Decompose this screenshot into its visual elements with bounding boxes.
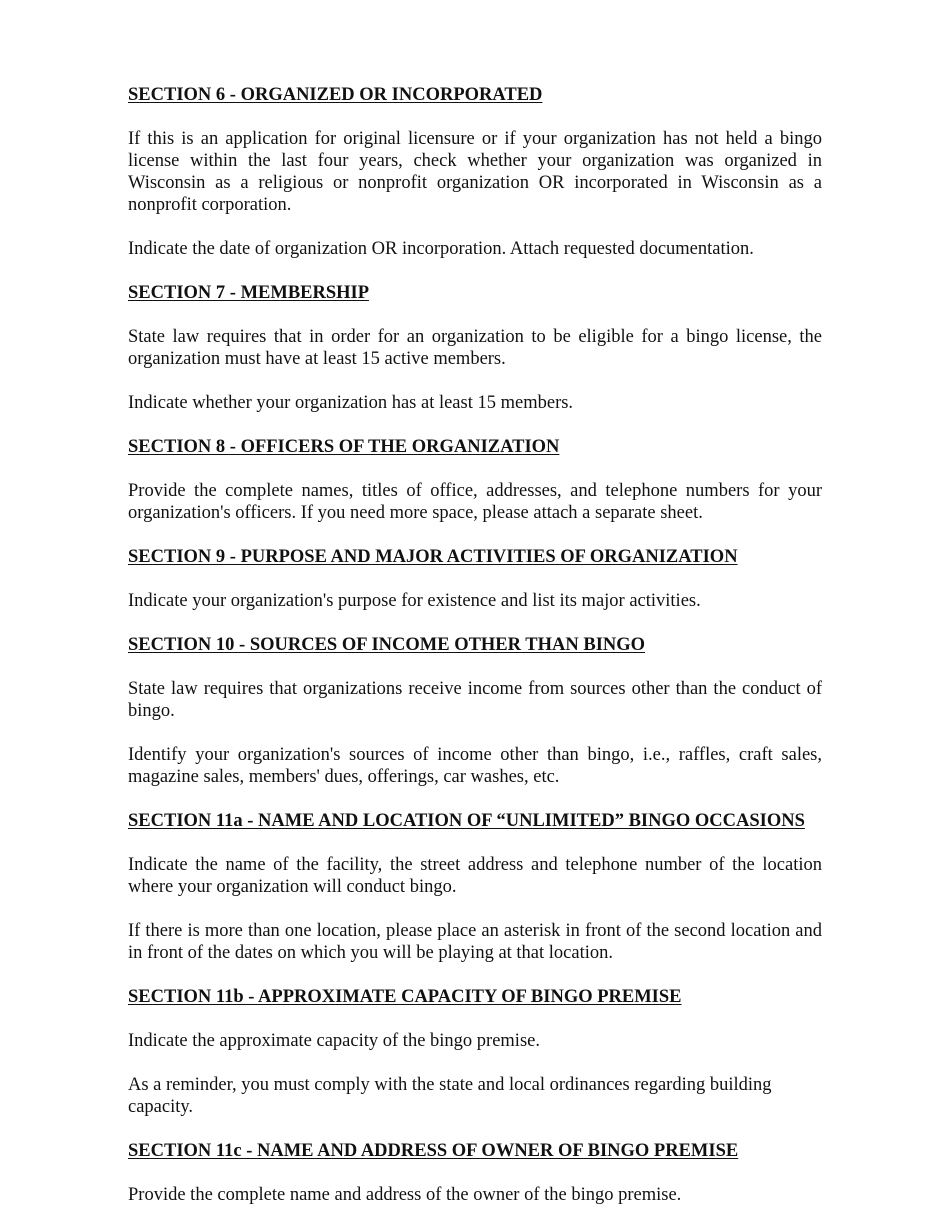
section-11c (128, 1140, 822, 1206)
section-paragraph: Provide the complete name and address of the owner of the bingo premise. (128, 1185, 682, 1205)
section-heading: SECTION 11b - APPROXIMATE CAPACITY OF BINGO PREMISE (128, 987, 682, 1007)
section-8 (128, 436, 822, 524)
section-heading: SECTION 11a - NAME AND LOCATION OF “UNLIMITED” BINGO OCCASIONS (128, 811, 805, 831)
section-9 (128, 546, 822, 612)
section-heading: SECTION 6 - ORGANIZED OR INCORPORATED (128, 85, 543, 105)
section-11a (128, 810, 822, 964)
section-paragraph: State law requires that in order for an organization to be eligible for a bingo license, the organization must have at least 15 active members. (128, 327, 822, 369)
section-paragraph: Indicate the date of organization OR incorporation. Attach requested documentation. (128, 239, 754, 259)
section-paragraph: Indicate your organization's purpose for existence and list its major activities. (128, 591, 701, 611)
section-paragraph: If there is more than one location, please place an asterisk in front of the second location and in front of the dates on which you will be playing at that location. (128, 921, 822, 963)
section-paragraph: As a reminder, you must comply with the state and local ordinances regarding building capacity. (128, 1075, 772, 1117)
section-paragraph: State law requires that organizations receive income from sources other than the conduct of bingo. (128, 679, 822, 721)
section-7 (128, 282, 822, 414)
section-heading: SECTION 11c - NAME AND ADDRESS OF OWNER OF BINGO PREMISE (128, 1141, 739, 1161)
section-6 (128, 84, 822, 260)
section-heading: SECTION 9 - PURPOSE AND MAJOR ACTIVITIES OF ORGANIZATION (128, 547, 738, 567)
section-heading: SECTION 8 - OFFICERS OF THE ORGANIZATION (128, 437, 560, 457)
section-11b (128, 986, 822, 1118)
section-paragraph: Indicate whether your organization has at least 15 members. (128, 393, 574, 413)
section-paragraph: Identify your organization's sources of income other than bingo, i.e., raffles, craft sales, magazine sales, members' dues, offerings, car washes, etc. (128, 745, 822, 787)
section-10 (128, 634, 822, 788)
section-paragraph: Indicate the approximate capacity of the bingo premise. (128, 1031, 540, 1051)
section-heading: SECTION 10 - SOURCES OF INCOME OTHER THAN BINGO (128, 635, 646, 655)
section-paragraph: Provide the complete names, titles of office, addresses, and telephone numbers for your organization's officers. If you need more space, please attach a separate sheet. (128, 481, 822, 523)
section-paragraph: If this is an application for original licensure or if your organization has not held a bingo license within the last four years, check whether your organization was organized in Wisconsin as a religious or nonprofit organization OR incorporated in Wisconsin as a nonprofit corporation. (128, 129, 822, 215)
section-heading: SECTION 7 - MEMBERSHIP (128, 283, 370, 303)
section-paragraph: Indicate the name of the facility, the street address and telephone number of the location where your organization will conduct bingo. (128, 855, 822, 897)
document-page (128, 84, 822, 1228)
